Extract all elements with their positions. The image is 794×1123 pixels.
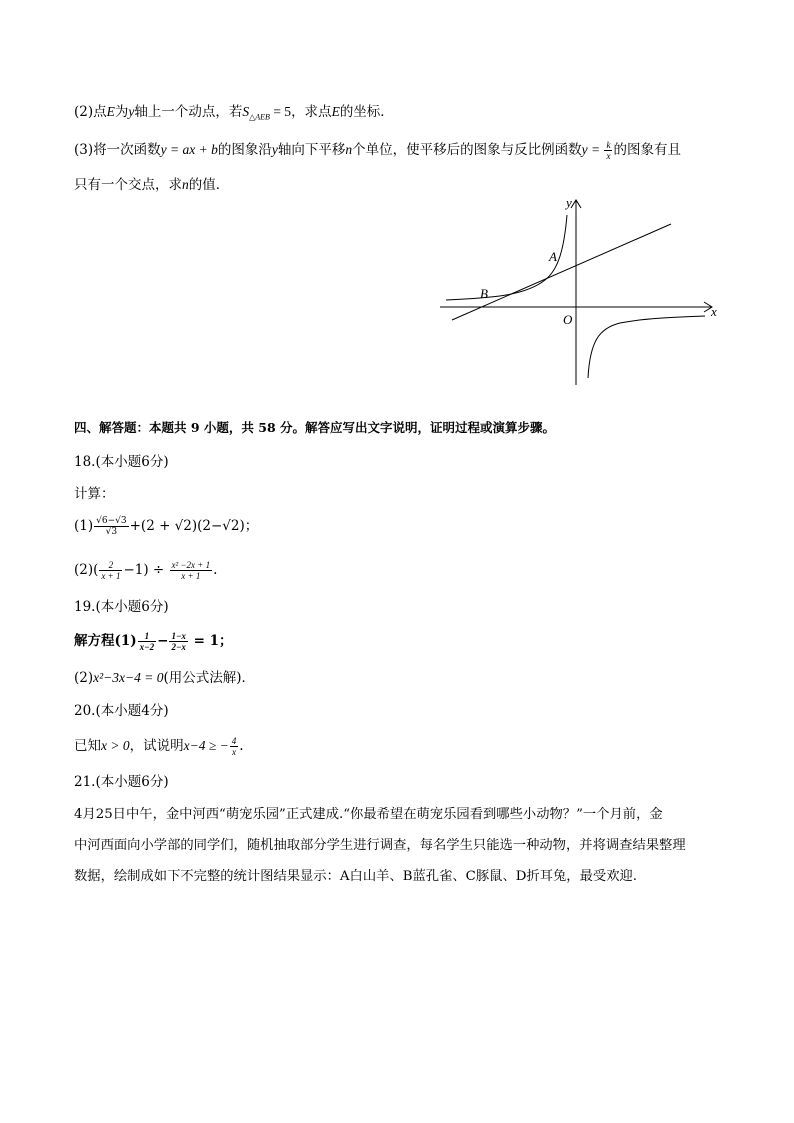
q21-line1: 4月25日中午，金中河西“萌宠乐园”正式建成.“你最希望在萌宠乐园看到哪些小动物？”一个月前，金 [74, 807, 663, 822]
text: 的图象有且 [613, 142, 681, 158]
q21-line3: 数据，绘制成如下不完整的统计图结果显示：A白山羊、B蓝孔雀、C豚鼠、D折耳兔，最受欢迎. [74, 869, 638, 884]
fraction-k-over-x [604, 140, 612, 161]
text: 的图象沿 [217, 142, 272, 158]
denominator: √3 [105, 527, 118, 537]
var-n: n [182, 177, 189, 192]
point-a-label: A [549, 249, 557, 264]
text: (2)点 [74, 104, 107, 120]
subscript-aeb: △AEB [249, 112, 270, 122]
text: −1) ÷ [123, 562, 169, 578]
linear-function-line [452, 224, 671, 320]
q17-part2 [74, 102, 734, 128]
x-axis-label: x [711, 304, 717, 319]
y-axis-label: y [566, 195, 572, 210]
q21-title: 21.(本小题6分) [74, 774, 169, 790]
text: 解方程(1) [74, 633, 137, 649]
text: 轴上一个动点，若 [134, 104, 243, 120]
linear-function: y = ax + b [160, 142, 218, 157]
var-y: y [128, 104, 135, 119]
numerator: k [606, 140, 611, 150]
fraction [138, 631, 156, 652]
var-n: n [345, 142, 353, 157]
text: 只有一个交点，求 [74, 177, 182, 193]
text: . [213, 562, 218, 578]
fraction [230, 736, 239, 757]
denominator: x + 1 [181, 571, 201, 581]
text: 轴向下平移 [277, 142, 346, 158]
text: (用公式法解)． [163, 670, 256, 686]
text: ，试说明 [129, 738, 184, 754]
text: 个单位，使平移后的图象与反比例函数 [352, 142, 582, 158]
denominator: x−2 [139, 642, 155, 652]
numerator: 1 [138, 631, 156, 642]
inverse-function: y = [581, 142, 604, 157]
var-s: S [242, 104, 250, 119]
q20-title: 20.(本小题4分) [74, 703, 169, 719]
q19-title: 19.(本小题6分) [74, 599, 169, 615]
q18-lead: 计算： [74, 486, 115, 502]
numerator-part: √6 [96, 516, 108, 526]
text: − [157, 633, 169, 649]
function-graph [430, 190, 730, 390]
fraction [99, 560, 122, 581]
q18-title: 18.(本小题6分) [74, 454, 169, 470]
q20-body [74, 736, 734, 757]
fraction [170, 560, 213, 581]
q18-part1 [74, 516, 734, 537]
q19-part1 [74, 631, 734, 652]
origin-label: O [563, 312, 573, 327]
text: 的坐标． [339, 104, 394, 120]
inequality: x−4 ≥ − [183, 738, 229, 753]
text: . [239, 738, 244, 754]
q19-part2 [74, 668, 734, 688]
numerator: 4 [231, 736, 237, 746]
text: +(2 + √2)(2−√2)； [129, 518, 259, 534]
hyperbola-right-branch [588, 316, 705, 378]
equation: = 5 [269, 104, 292, 119]
numerator: x² −2x + 1 [171, 560, 211, 570]
var-e: E [331, 104, 340, 119]
section4-title: 四、解答题：本题共 9 小题，共 58 分。解答应写出文字说明，证明过程或演算步骤。 [74, 420, 556, 435]
numerator [94, 516, 128, 527]
q21-line2: 中河西面向小学部的同学们，随机抽取部分学生进行调查，每名学生只能选一种动物，并将调查结果整理 [74, 838, 686, 853]
fraction-sqrt [94, 516, 128, 537]
denominator: x + 1 [101, 571, 121, 581]
equation: x²−3x−4 = 0 [93, 670, 164, 685]
denominator: x [606, 151, 611, 161]
numerator-part: −√3 [107, 516, 127, 526]
fraction [169, 631, 187, 652]
q18-part2 [74, 560, 734, 581]
text: (3)将一次函数 [74, 142, 161, 158]
text: (2) [74, 670, 94, 686]
text: 为 [114, 104, 129, 120]
text: 已知 [74, 738, 101, 754]
condition: x > 0 [101, 738, 130, 753]
var-y: y [271, 142, 278, 157]
denominator: x [231, 747, 236, 757]
text: 的值． [188, 177, 230, 193]
text: = 1； [188, 633, 233, 649]
denominator: 2−x [171, 642, 186, 652]
text: (1) [74, 518, 94, 534]
text: (2)( [74, 562, 99, 578]
numerator: 2 [99, 560, 122, 571]
var-e: E [106, 104, 115, 119]
point-b-label: B [480, 286, 488, 301]
text: ，求点 [291, 104, 332, 120]
numerator: 1−x [171, 631, 186, 641]
q17-part3-line1 [74, 140, 734, 161]
